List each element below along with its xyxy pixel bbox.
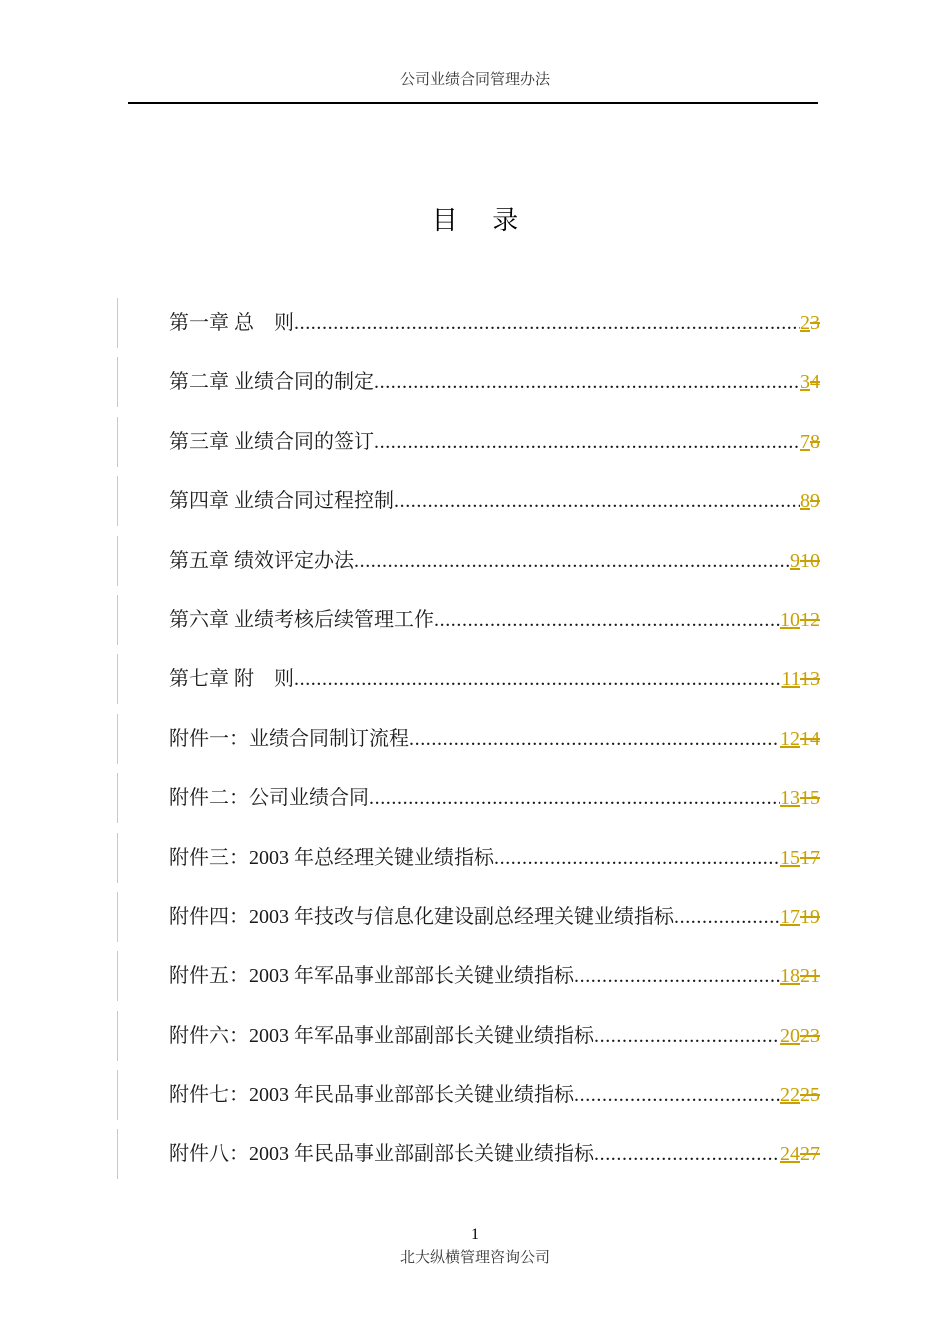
revision-change-bar [117, 773, 118, 823]
page-number-deleted: 23 [800, 1024, 820, 1047]
toc-entry-title: 附件八：2003 年民品事业部副部长关键业绩指标 [169, 1143, 594, 1166]
toc-page-number [780, 785, 820, 811]
page-number-inserted: 9 [790, 549, 800, 572]
page-number-inserted: 11 [781, 668, 800, 691]
toc-entry-link[interactable] [169, 904, 820, 930]
toc-dot-leader [409, 726, 780, 752]
toc-row [117, 890, 820, 949]
page-number-inserted: 2 [800, 312, 810, 334]
revision-change-bar [117, 595, 118, 645]
toc-dot-leader [374, 369, 800, 395]
revision-change-bar [117, 476, 118, 526]
toc-row [117, 831, 820, 890]
toc-entry-link[interactable] [169, 726, 820, 752]
toc-entry-link[interactable] [169, 548, 820, 574]
toc-page-number [780, 845, 820, 871]
toc-entry-title: 第四章 业绩合同过程控制 [169, 490, 394, 513]
toc-row [117, 593, 820, 652]
revision-change-bar [117, 298, 118, 348]
page-number-deleted: 25 [800, 1084, 820, 1107]
toc-page-number [781, 666, 820, 692]
revision-change-bar [117, 417, 118, 467]
toc-entry-link[interactable] [169, 1023, 820, 1049]
revision-change-bar [117, 536, 118, 586]
revision-change-bar [117, 1070, 118, 1120]
toc-entry-link[interactable] [169, 666, 820, 692]
page-number-deleted: 10 [800, 549, 820, 572]
page-number-inserted: 3 [800, 371, 810, 394]
toc-entry-title: 第七章 附 则 [169, 668, 294, 691]
toc-dot-leader [574, 1082, 780, 1108]
page-number-deleted: 9 [810, 490, 820, 513]
toc-entry-title: 附件二：公司业绩合同 [169, 787, 369, 810]
toc-dot-leader [294, 310, 800, 336]
page-number-inserted: 18 [780, 965, 800, 988]
toc-entry-title: 附件三：2003 年总经理关键业绩指标 [169, 846, 494, 869]
toc-entry-link[interactable] [169, 1141, 820, 1167]
page-number-deleted: 15 [800, 787, 820, 810]
page-number-inserted: 15 [780, 846, 800, 869]
page-number-deleted: 4 [810, 371, 820, 394]
revision-change-bar [117, 833, 118, 883]
toc-entry-title: 第一章 总 则 [169, 312, 294, 334]
toc-entry-link[interactable] [169, 845, 820, 871]
revision-change-bar [117, 1129, 118, 1179]
toc-page-number [780, 1141, 820, 1167]
page-number-deleted: 17 [800, 846, 820, 869]
toc-entry-title: 附件五：2003 年军品事业部部长关键业绩指标 [169, 965, 574, 988]
toc-row [117, 415, 820, 474]
toc-page-number [780, 1023, 820, 1049]
toc-page-number [780, 904, 820, 930]
toc-entry-title: 附件一：业绩合同制订流程 [169, 727, 409, 750]
page-number-inserted: 22 [780, 1084, 800, 1107]
page-number-inserted: 17 [780, 905, 800, 928]
toc-title: 目 录 [431, 206, 533, 235]
toc-row [117, 1009, 820, 1068]
toc-page-number [780, 1082, 820, 1108]
toc-dot-leader [369, 785, 780, 811]
toc-entry-link[interactable] [169, 785, 820, 811]
page-number-deleted: 13 [800, 668, 820, 691]
revision-change-bar [117, 892, 118, 942]
toc-dot-leader [574, 963, 780, 989]
page-number-inserted: 24 [780, 1143, 800, 1166]
toc-page-number [790, 548, 820, 574]
page-number-deleted: 3 [810, 312, 820, 334]
page-number-deleted: 27 [800, 1143, 820, 1166]
page-number-inserted: 7 [800, 430, 810, 453]
toc-page-number [780, 607, 820, 633]
toc-dot-leader [434, 607, 780, 633]
toc-page-number [780, 726, 820, 752]
revision-change-bar [117, 951, 118, 1001]
toc-row [117, 296, 820, 355]
toc-dot-leader [394, 488, 800, 514]
page-header-title: 公司业绩合同管理办法 [399, 72, 550, 88]
toc-row [117, 1068, 820, 1127]
toc-entry-link[interactable] [169, 488, 820, 514]
page-number-inserted: 12 [780, 727, 800, 750]
toc-entry-link[interactable] [169, 310, 820, 336]
header-rule [128, 102, 818, 104]
revision-change-bar [117, 714, 118, 764]
toc-page-number [800, 429, 820, 455]
toc-page-number [800, 310, 820, 336]
toc-row [117, 949, 820, 1008]
toc-row [117, 474, 820, 533]
toc-page-number [800, 488, 820, 514]
toc-dot-leader [294, 666, 781, 692]
toc-dot-leader [354, 548, 790, 574]
footer-company: 北大纵横管理咨询公司 [399, 1250, 550, 1266]
page-number-inserted: 20 [780, 1024, 800, 1047]
toc-entry-link[interactable] [169, 369, 820, 395]
toc-dot-leader [594, 1023, 780, 1049]
page-number-deleted: 12 [800, 608, 820, 631]
toc-dot-leader [674, 904, 780, 930]
page-number-deleted: 21 [800, 965, 820, 988]
toc-row [117, 712, 820, 771]
toc-entry-title: 第二章 业绩合同的制定 [169, 371, 374, 394]
toc-entry-title: 第五章 绩效评定办法 [169, 549, 354, 572]
toc-row [117, 652, 820, 711]
toc-page-number [800, 369, 820, 395]
toc-entry-title: 第三章 业绩合同的签订 [169, 430, 374, 453]
toc-dot-leader [494, 845, 780, 871]
toc-page-number [780, 963, 820, 989]
toc-entry-link[interactable] [169, 429, 820, 455]
toc-row [117, 534, 820, 593]
revision-change-bar [117, 654, 118, 704]
page-number-inserted: 13 [780, 787, 800, 810]
toc-list [117, 296, 820, 1187]
page-number-deleted: 19 [800, 905, 820, 928]
toc-entry-link[interactable] [169, 1082, 820, 1108]
toc-entry-link[interactable] [169, 963, 820, 989]
toc-row [117, 355, 820, 414]
toc-dot-leader [374, 429, 800, 455]
toc-dot-leader [594, 1141, 780, 1167]
toc-row [117, 1127, 820, 1186]
page-number-inserted: 8 [800, 490, 810, 513]
revision-change-bar [117, 1011, 118, 1061]
toc-entry-title: 第六章 业绩考核后续管理工作 [169, 608, 434, 631]
page-number-deleted: 8 [810, 430, 820, 453]
footer-page-number: 1 [471, 1226, 479, 1243]
page-number-inserted: 10 [780, 608, 800, 631]
toc-entry-title: 附件四：2003 年技改与信息化建设副总经理关键业绩指标 [169, 905, 674, 928]
toc-entry-title: 附件七：2003 年民品事业部部长关键业绩指标 [169, 1084, 574, 1107]
revision-change-bar [117, 357, 118, 407]
toc-row [117, 771, 820, 830]
toc-entry-link[interactable] [169, 607, 820, 633]
toc-entry-title: 附件六：2003 年军品事业部副部长关键业绩指标 [169, 1024, 594, 1047]
page-number-deleted: 14 [800, 727, 820, 750]
